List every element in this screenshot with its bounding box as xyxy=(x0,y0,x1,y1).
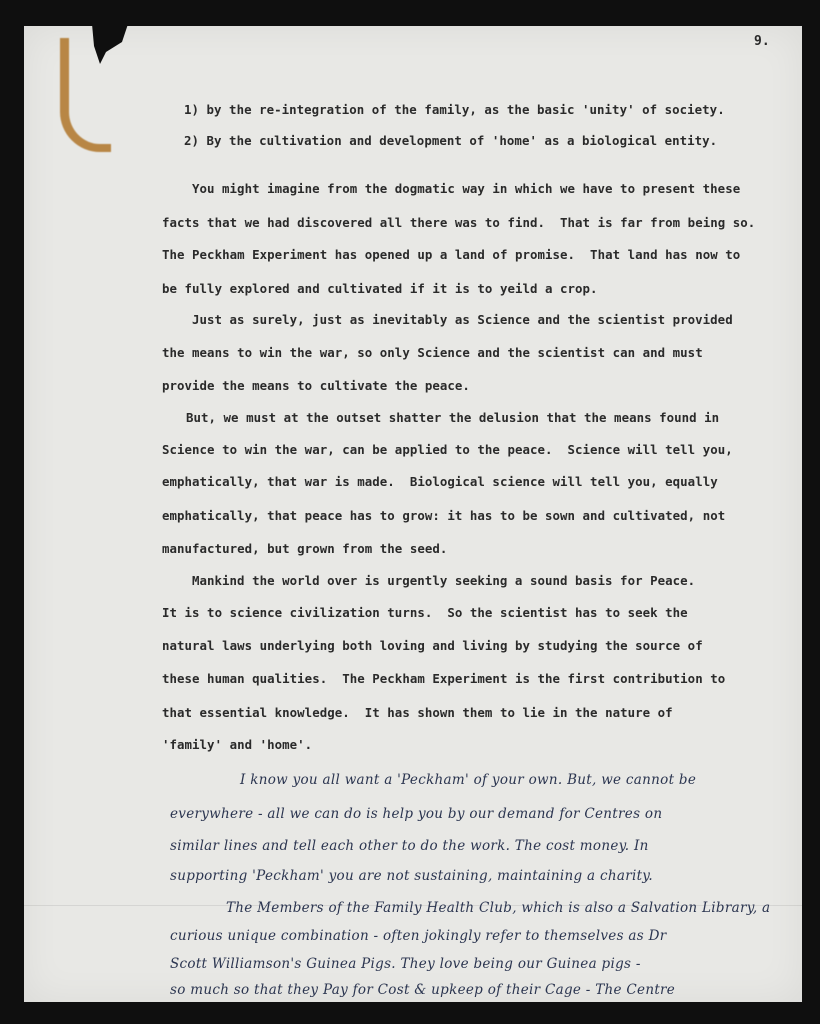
typed-line: facts that we had discovered all there was to find. That is far from being so. xyxy=(162,215,756,230)
handwritten-line: The Members of the Family Health Club, which is also a Salvation Library, a xyxy=(226,900,771,916)
typed-line: But, we must at the outset shatter the delusion that the means found in xyxy=(186,410,720,425)
handwritten-line: everywhere - all we can do is help you by our demand for Centres on xyxy=(170,806,663,822)
page-number: 9. xyxy=(754,34,770,49)
typed-line: Just as surely, just as inevitably as Science and the scientist provided xyxy=(192,312,733,327)
typed-line: that essential knowledge. It has shown them to lie in the nature of xyxy=(162,705,673,720)
typed-line: these human qualities. The Peckham Experiment is the first contribution to xyxy=(162,671,726,686)
typed-line: emphatically, that war is made. Biological science will tell you, equally xyxy=(162,474,718,489)
typed-line: 1) by the re-integration of the family, as the basic 'unity' of society. xyxy=(184,102,725,117)
typed-line: The Peckham Experiment has opened up a land of promise. That land has now to xyxy=(162,247,741,262)
handwritten-line: Scott Williamson's Guinea Pigs. They love being our Guinea pigs - xyxy=(170,956,641,972)
typed-line: be fully explored and cultivated if it is to yeild a crop. xyxy=(162,281,598,296)
typed-line: emphatically, that peace has to grow: it has to be sown and cultivated, not xyxy=(162,508,726,523)
handwritten-line: so much so that they Pay for Cost & upkeep of their Cage - The Centre xyxy=(170,982,676,998)
typed-line: 'family' and 'home'. xyxy=(162,737,313,752)
typed-line: Science to win the war, can be applied to the peace. Science will tell you, xyxy=(162,442,733,457)
handwritten-line: similar lines and tell each other to do the work. The cost money. In xyxy=(170,838,649,854)
typed-line: natural laws underlying both loving and living by studying the source of xyxy=(162,638,703,653)
typed-line: 2) By the cultivation and development of 'home' as a biological entity. xyxy=(184,133,718,148)
typed-line: Mankind the world over is urgently seeking a sound basis for Peace. xyxy=(192,573,696,588)
typed-line: manufactured, but grown from the seed. xyxy=(162,541,448,556)
rust-stain xyxy=(60,38,111,152)
typed-line: the means to win the war, so only Science and the scientist can and must xyxy=(162,345,703,360)
typed-line: It is to science civilization turns. So the scientist has to seek the xyxy=(162,605,688,620)
handwritten-line: I know you all want a 'Peckham' of your own. But, we cannot be xyxy=(240,772,697,788)
handwritten-line: curious unique combination - often jokingly refer to themselves as Dr xyxy=(170,928,667,944)
typed-line: You might imagine from the dogmatic way in which we have to present these xyxy=(192,181,741,196)
handwritten-line: supporting 'Peckham' you are not sustaining, maintaining a charity. xyxy=(170,868,654,884)
typed-line: provide the means to cultivate the peace. xyxy=(162,378,470,393)
